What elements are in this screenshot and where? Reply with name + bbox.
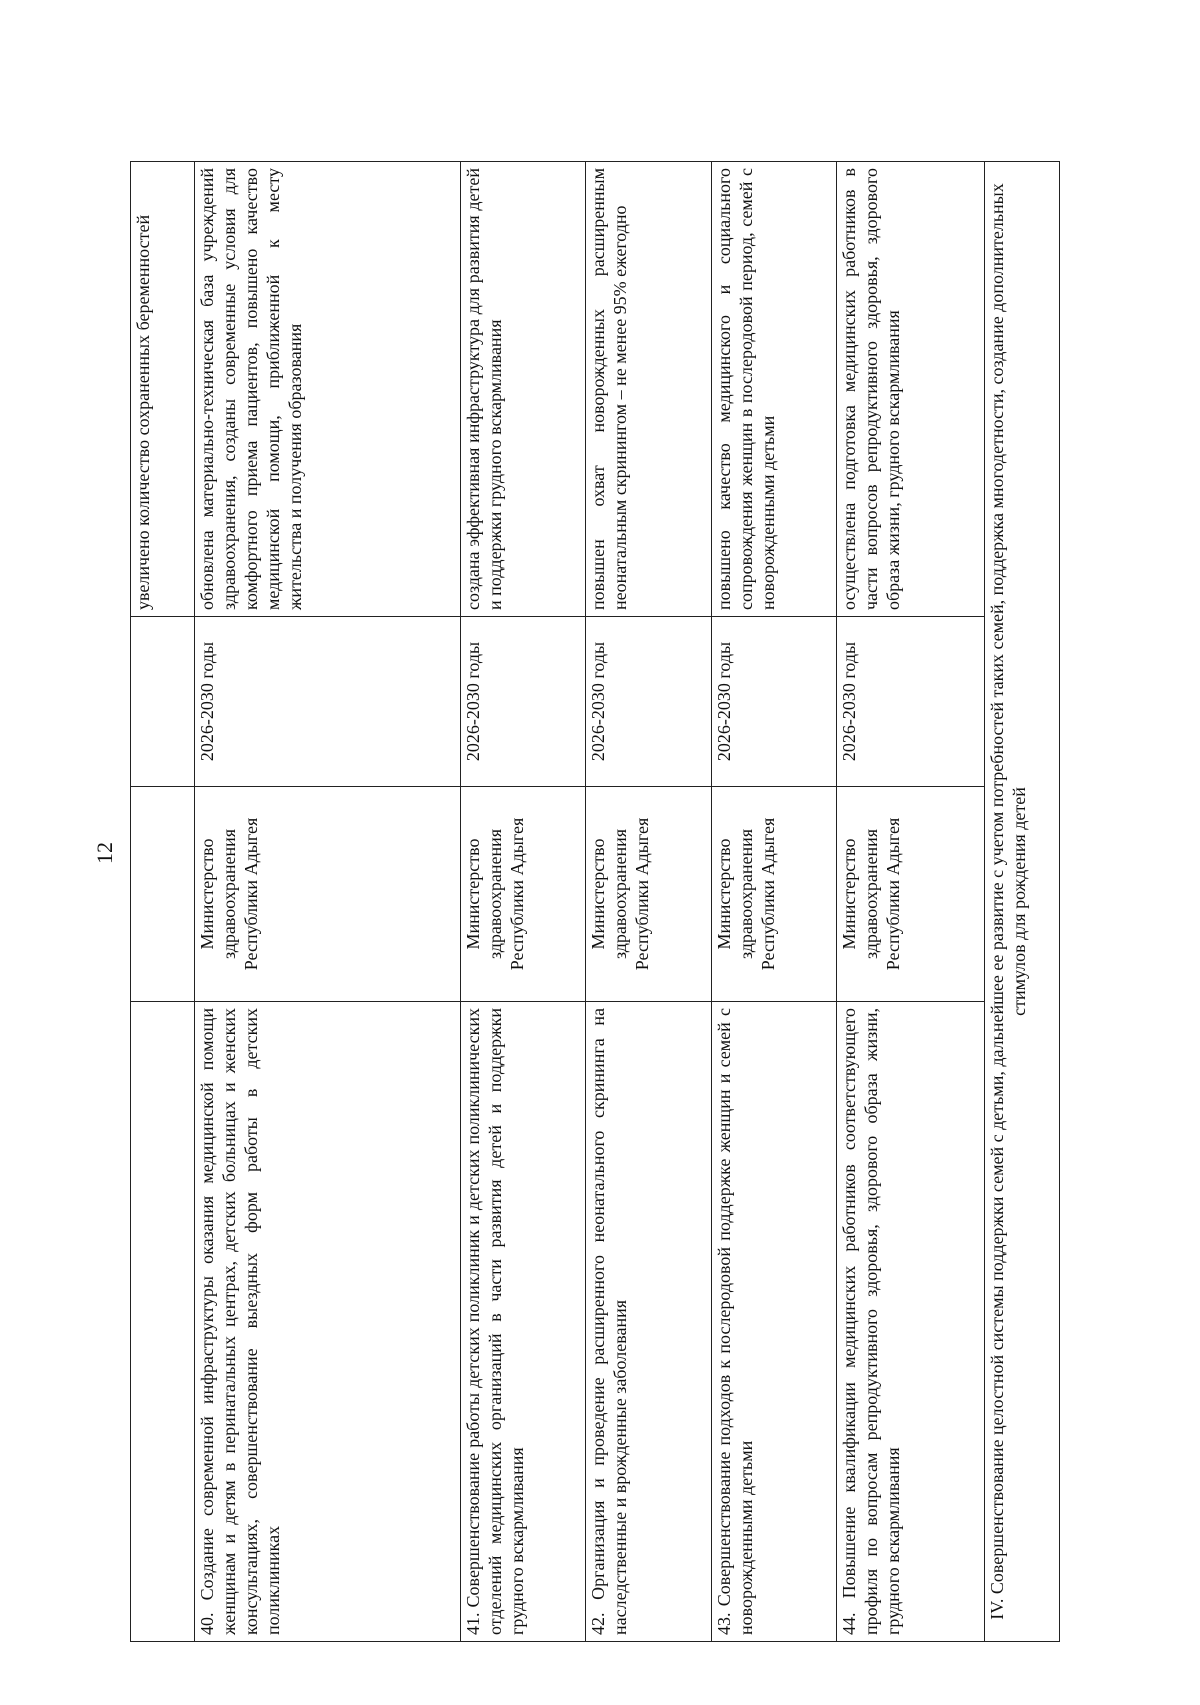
measure-cell: 44. Повышение квалификации медицинских работников соответствующего профиля по вопросам репродуктивного здоровья, здорового образа жизни, грудного вскармливания [837, 1002, 985, 1642]
result-cell: повышен охват новорожденных расширенным неонатальным скринингом – не менее 95% ежегодно [586, 162, 712, 617]
table-row [460, 162, 586, 1642]
term-cell: 2026-2030 годы [837, 617, 985, 787]
term-cell: 2026-2030 годы [586, 617, 712, 787]
table-row [586, 162, 712, 1642]
table-row [711, 162, 837, 1642]
section-heading-row [985, 162, 1060, 1642]
executor-cell: Министерство здравоохранения Республики Адыгея [586, 787, 712, 1002]
measures-table [130, 161, 1060, 1642]
page-number: 12 [92, 842, 117, 864]
term-cell: 2026-2030 годы [460, 617, 586, 787]
measure-cell: 41. Совершенствование работы детских поликлиник и детских поликлинических отделений медицинских организаций в части развития детей и поддержки грудного вскармливания [460, 1002, 586, 1642]
result-cell: осуществлена подготовка медицинских работников в части вопросов репродуктивного здоровья, здорового образа жизни, грудного вскармливания [837, 162, 985, 617]
executor-cell [131, 787, 195, 1002]
term-cell [131, 617, 195, 787]
term-cell: 2026-2030 годы [711, 617, 837, 787]
executor-cell: Министерство здравоохранения Республики Адыгея [711, 787, 837, 1002]
measure-cell: 42. Организация и проведение расширенного неонатального скрининга на наследственные и врожденные заболевания [586, 1002, 712, 1642]
measure-cell: 40. Создание современной инфраструктуры оказания медицинской помощи женщинам и детям в перинатальных центрах, детских больницах и женских консультациях, совершенствование выездных форм работы в детских поликлиниках [195, 1002, 460, 1642]
table-row [837, 162, 985, 1642]
term-cell: 2026-2030 годы [195, 617, 460, 787]
document-sheet [130, 162, 1060, 1642]
executor-cell: Министерство здравоохранения Республики Адыгея [460, 787, 586, 1002]
result-cell: повышено качество медицинского и социального сопровождения женщин в послеродовой период, семей с новорожденными детьми [711, 162, 837, 617]
measure-cell [131, 1002, 195, 1642]
section-heading: IV. Совершенствование целостной системы поддержки семей с детьми, дальнейшее ее развитие с учетом потребностей таких семей, поддержка многодетности, создание дополнительных стимулов для рождения детей [985, 162, 1060, 1642]
executor-cell: Министерство здравоохранения Республики Адыгея [837, 787, 985, 1002]
executor-cell: Министерство здравоохранения Республики Адыгея [195, 787, 460, 1002]
table-row [195, 162, 460, 1642]
result-cell: обновлена материально-техническая база учреждений здравоохранения, созданы современные условия для комфортного приема пациентов, повышено качество медицинской помощи, приближенной к месту жительства и получения образования [195, 162, 460, 617]
result-cell: создана эффективная инфраструктура для развития детей и поддержки грудного вскармливания [460, 162, 586, 617]
measure-cell: 43. Совершенствование подходов к послеродовой поддержке женщин и семей с новорожденными детьми [711, 1002, 837, 1642]
result-cell: увеличено количество сохраненных беременностей [131, 162, 195, 617]
table-row [131, 162, 195, 1642]
